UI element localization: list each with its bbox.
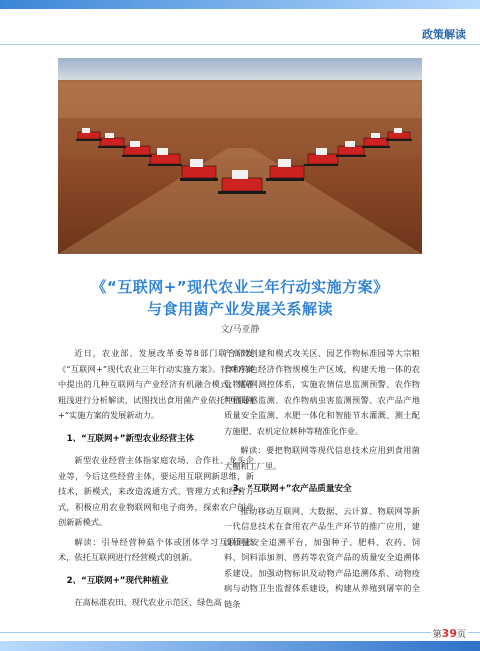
section-1-paragraph: 新型农业经营主体指家庭农场、合作社、龙头企业等，今后这些经营主体，要运用互联网新思维，新技术，新模式，来改造流通方式、管理方式和经营方式，积极应用农业物联网和电子商务，探索农户创业创新新模式。 — [58, 455, 254, 527]
page-number-value: 39 — [441, 627, 457, 640]
right-column — [224, 346, 420, 616]
article-subtitle: 与食用菌产业发展关系解读 — [146, 300, 333, 318]
header-rule — [0, 22, 480, 45]
section-heading-3: 3、“互联网+”农产品质量安全 — [232, 484, 352, 494]
section-1-interpretation: 解读：引导经营种菇个体或团体学习互联网技术，依托互联网进行经营模式的创新。 — [58, 536, 254, 562]
section-2-interpretation: 解读：要把物联网等现代信息技术应用到食用菌大棚和工厂里。 — [224, 445, 420, 471]
section-heading-2: 2、“互联网+”现代种植业 — [66, 575, 169, 586]
section-2-paragraph-start: 在高标准农田、现代农业示范区、绿色高 — [74, 597, 222, 607]
byline: 文/马亚静 — [220, 325, 260, 335]
section-heading-1: 1、“互联网+”新型农业经营主体 — [66, 433, 195, 444]
page-prefix: 第 — [432, 630, 442, 640]
hero-image-harvesters — [58, 58, 422, 254]
intro-paragraph: 近日，农业部、发展改革委等8部门联合印发《“互联网+”现代农业三年行动实施方案》。针对方案中提出的几种互联网与产业经济有机融合模式，笔者粗浅进行分析解读，试图找出食用菌产业依托“互联网+”实施方案的发展新动力。 — [58, 348, 254, 420]
section-label: 政策解读 — [422, 28, 466, 41]
section-2-paragraph-continued: 产高效创建和模式攻关区、园艺作物标准园等大宗粮食和特色经济作物规模生产区域，构建天地一体的农业物联网测控体系，实施农情信息监测预警、农作物种植遥感监测、农作物病虫害监测预警、农产品产地质量安全监测、水肥一体化和智能节水灌溉、测土配方施肥、农机定位耕种等精准化作业。 — [224, 348, 420, 436]
header-stripe — [0, 0, 480, 9]
section-3-paragraph: 推动移动互联网、大数据、云计算、物联网等新一代信息技术在食用农产品生产环节的推广应用，建设质量安全追溯平台，加强种子、肥料、农药、饲料、饲料添加剂、兽药等农资产品的质量安全追溯体系建设。加强动物标识及动物产品追溯体系、动物疫病与动物卫生监督体系建设，构建从养殖到屠宰的全链条 — [224, 505, 420, 609]
page-suffix: 页 — [456, 630, 466, 640]
footer-stripe — [0, 641, 480, 651]
footer-rule — [0, 632, 480, 633]
page-number — [431, 627, 468, 640]
article-title: 《“互联网+”现代农业三年行动实施方案》 — [91, 278, 389, 296]
harvest-field-illustration — [58, 58, 422, 254]
